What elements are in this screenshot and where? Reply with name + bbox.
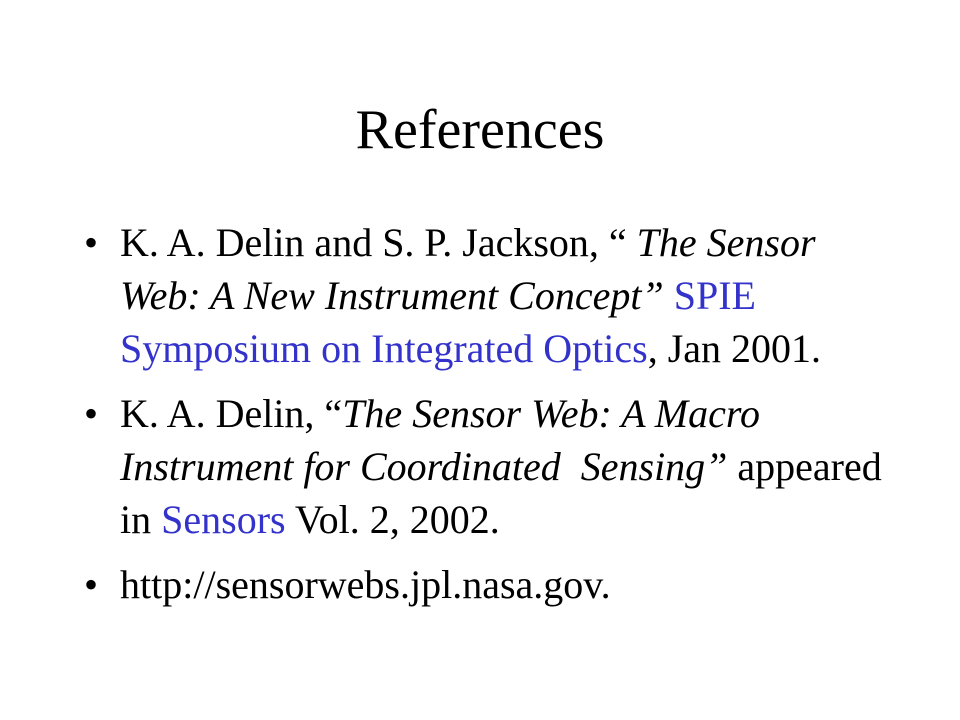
slide-title: References [355, 99, 605, 161]
reference-list [84, 216, 884, 623]
reference-article-title: The Sensor Web: A New Instrument Concept” [120, 220, 816, 318]
reference-authors: K. A. Delin, “ [120, 391, 343, 436]
reference-item-2 [84, 387, 884, 546]
reference-url: http://sensorwebs.jpl.nasa.gov. [120, 562, 611, 607]
reference-venue: SPIE Symposium on Integrated Optics [120, 273, 756, 371]
reference-article-title: The Sensor Web: A Macro Instrument for Coordinated Sensing” [120, 391, 760, 489]
reference-item-3 [84, 558, 884, 611]
reference-authors: K. A. Delin and S. P. Jackson, “ [120, 220, 637, 265]
reference-pre-venue: appeared in [120, 444, 882, 542]
reference-item-1 [84, 216, 884, 375]
reference-venue: Sensors [161, 497, 286, 542]
reference-tail: Vol. 2, 2002. [285, 497, 500, 542]
bullet-icon: • [84, 391, 99, 436]
bullet-icon: • [84, 220, 99, 265]
bullet-icon: • [84, 562, 99, 607]
reference-tail: , Jan 2001. [647, 326, 822, 371]
